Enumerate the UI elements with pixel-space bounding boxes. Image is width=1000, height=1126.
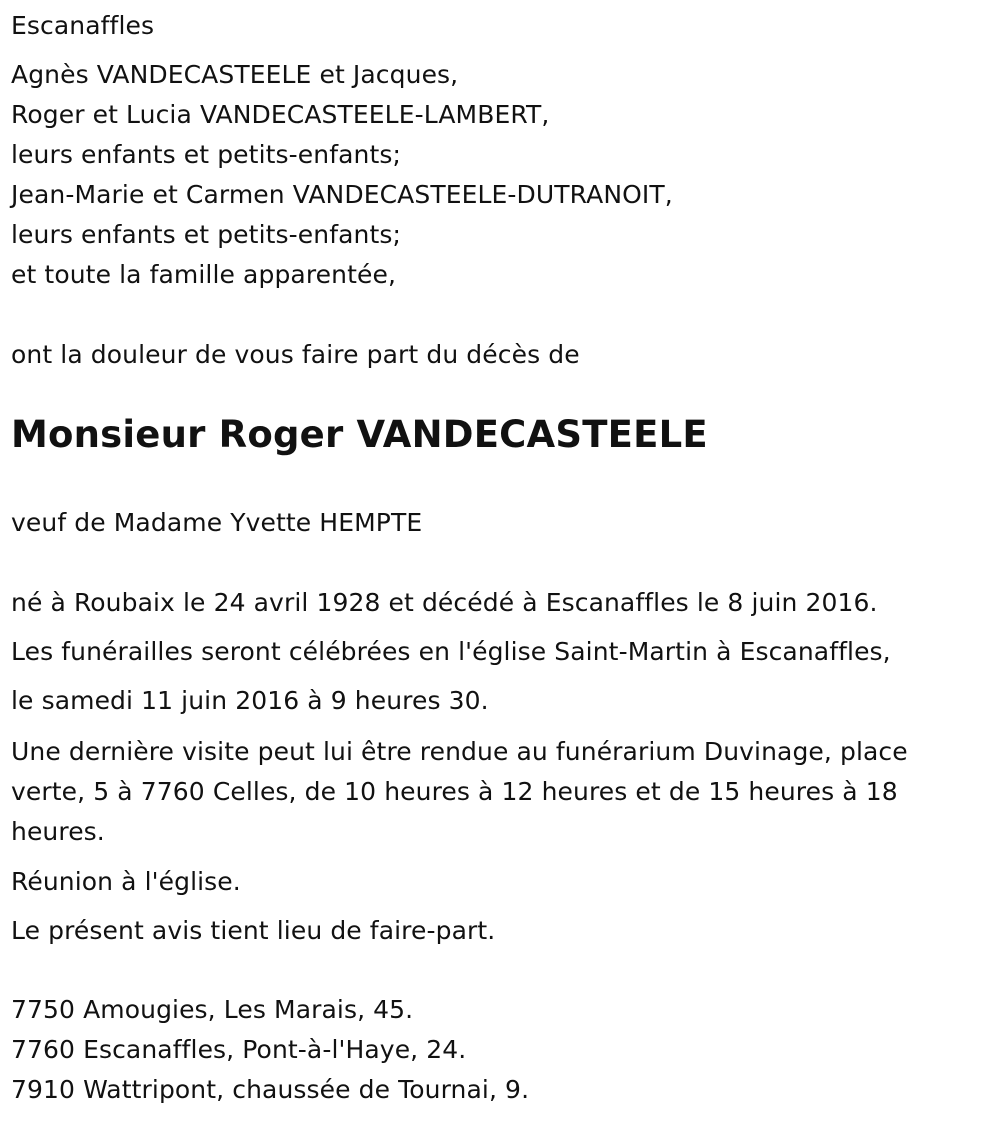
deceased-name: Monsieur Roger VANDECASTEELE [11,413,708,456]
widow-of: veuf de Madame Yvette HEMPTE [11,508,423,537]
address-line: 7750 Amougies, Les Marais, 45. [11,995,414,1024]
meeting-info: Réunion à l'église. [11,867,241,896]
family-line: Jean-Marie et Carmen VANDECASTEELE-DUTRANOIT, [11,180,673,209]
announcement-intro: ont la douleur de vous faire part du décès de [11,340,580,369]
visit-info: Une dernière visite peut lui être rendue au funérarium Duvinage, place verte, 5 à 7760 Celles, de 10 heures à 12 heures et de 15 heures à 18 heures. [11,737,908,846]
family-list [11,55,673,295]
funeral-time: le samedi 11 juin 2016 à 9 heures 30. [11,686,489,715]
family-line: leurs enfants et petits-enfants; [11,220,402,249]
family-line: leurs enfants et petits-enfants; [11,140,402,169]
notice-text: Le présent avis tient lieu de faire-part. [11,916,496,945]
birth-death-dates: né à Roubaix le 24 avril 1928 et décédé à Escanaffles le 8 juin 2016. [11,588,878,617]
family-line: Roger et Lucia VANDECASTEELE-LAMBERT, [11,100,550,129]
family-line: et toute la famille apparentée, [11,260,396,289]
funeral-place: Les funérailles seront célébrées en l'église Saint-Martin à Escanaffles, [11,637,891,666]
address-line: 7910 Wattripont, chaussée de Tournai, 9. [11,1075,530,1104]
header-town: Escanaffles [11,11,155,40]
address-list [11,990,529,1110]
family-line: Agnès VANDECASTEELE et Jacques, [11,60,459,89]
address-line: 7760 Escanaffles, Pont-à-l'Haye, 24. [11,1035,467,1064]
